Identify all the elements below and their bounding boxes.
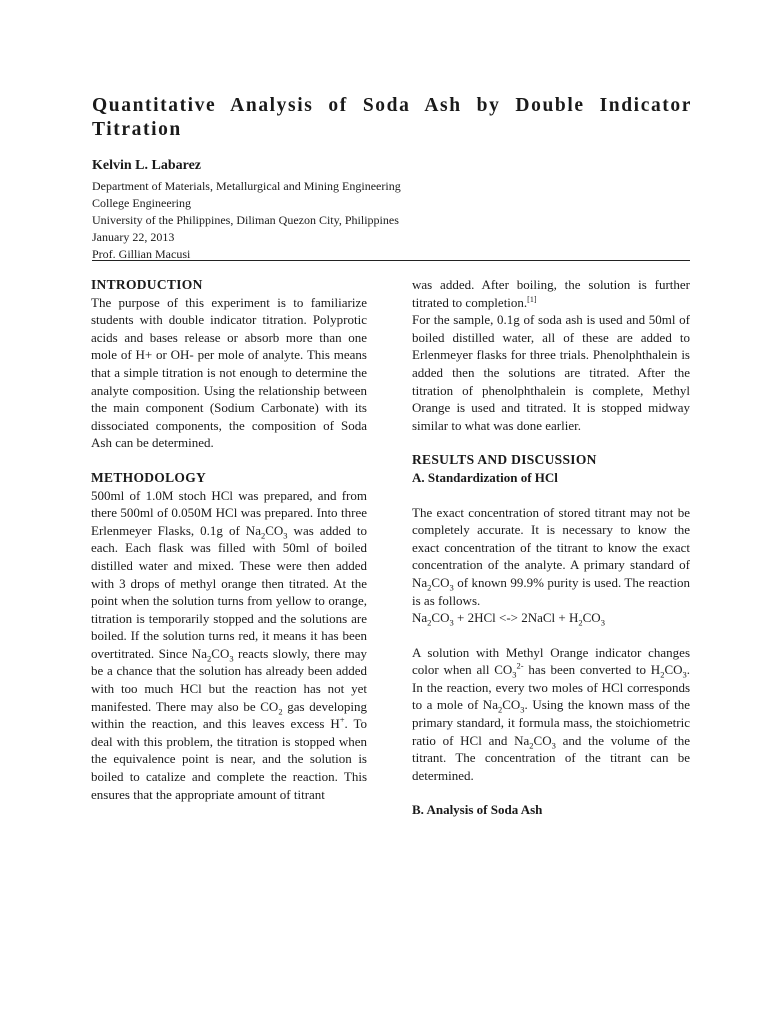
left-column xyxy=(91,276,367,803)
standardization-paragraph: The exact concentration of stored titrant may not be completely accurate. It is necessary to know the exact concentration of the titrant to know the exact concentration of the analyte. A primary standard of $Na_2CO_3$ of known 99.9% purity is used. The reaction is as follows. xyxy=(412,504,690,608)
introduction-heading: INTRODUCTION xyxy=(91,277,203,292)
section-gap xyxy=(91,452,367,469)
methodology-paragraph: 500ml of 1.0M stoch HCl was prepared, and from there 500ml of 0.050M HCl was prepared. Into three Erlenmeyer Flasks, 0.1g of $Na_2CO_3$ was added to each. Each flask was filled with 50ml of boiled distilled water and mixed. These were then added with 3 drops of methyl orange then titrated. At the point when the solution turns from yellow to orange, titration is temporarily stopped and the solutions are boiled. If the solution turns red, it means it has been overtitrated. Since $Na_2CO_3$ reacts slowly, there may be a chance that the solution has already been added with too much HCl but the reaction has not yet manifested. There may also be $CO_2$ gas developing within the reaction, and this leaves excess H+. To deal with this problem, the titration is stopped when the equivalence point is near, and the solution is boiled to catalize and complete the reaction. This ensures that the appropriate amount of titrant xyxy=(91,487,367,802)
affiliation-department: Department of Materials, Metallurgical and Mining Engineering xyxy=(92,179,401,193)
affiliation-university: University of the Philippines, Diliman Quezon City, Philippines xyxy=(92,213,399,227)
subsection-a-heading: A. Standardization of HCl xyxy=(412,469,558,485)
methodology-continued-paragraph: was added. After boiling, the solution is further titrated to completion.[1] xyxy=(412,277,690,310)
results-heading: RESULTS AND DISCUSSION xyxy=(412,452,597,468)
section-gap xyxy=(412,627,690,644)
paper-title: Quantitative Analysis of Soda Ash by Double Indicator Titration xyxy=(92,95,692,140)
affiliation-professor: Prof. Gillian Macusi xyxy=(92,247,191,261)
citation-marker: [1] xyxy=(527,294,537,304)
reaction-equation: $Na_2CO_3 + 2HCl$ <-> 2NaCl + $H_2CO_3$ xyxy=(412,610,605,628)
affiliation-date: January 22, 2013 xyxy=(92,230,175,244)
author-name: Kelvin L. Labarez xyxy=(92,158,202,173)
sample-procedure-paragraph: For the sample, 0.1g of soda ash is used and 50ml of boiled distilled water, all of these are added to Erlenmeyer flasks for three trials. Phenolphthalein is added then the solutions are titrated. After the titration of phenolphthalein is complete, Methyl Orange is used and titrated. It is stopped midway similar to what was done earlier. xyxy=(412,312,690,433)
affiliation-college: College Engineering xyxy=(92,196,191,210)
affiliation-block xyxy=(92,178,692,263)
subsection-b-heading: B. Analysis of Soda Ash xyxy=(412,802,543,818)
header-divider xyxy=(92,260,690,261)
section-gap xyxy=(412,487,690,504)
methyl-orange-paragraph: A solution with Methyl Orange indicator changes color when all $CO_3^{2-}$ has been converted to $H_2CO_3$. In the reaction, every two moles of HCl corresponds to a mole of $Na_2CO_3$. Using the known mass of the primary standard, it formula mass, the stoichiometric ratio of HCl and $Na_2CO_3$ and the volume of the titrant. The concentration of the titrant can be determined. xyxy=(412,644,691,783)
introduction-paragraph: The purpose of this experiment is to familiarize students with double indicator titration. Polyprotic acids and bases release or absorb more than one mole of H+ or OH- per mole of analyte. This means that a simple titration is not enough to determine the analyte composition. Using the relationship between the main component (Sodium Carbonate) with its dissociated components, the composition of Soda Ash can be determined. xyxy=(91,294,367,451)
right-column xyxy=(412,276,690,819)
methodology-heading: METHODOLOGY xyxy=(91,469,207,485)
section-gap xyxy=(412,784,690,801)
section-gap xyxy=(412,434,690,451)
